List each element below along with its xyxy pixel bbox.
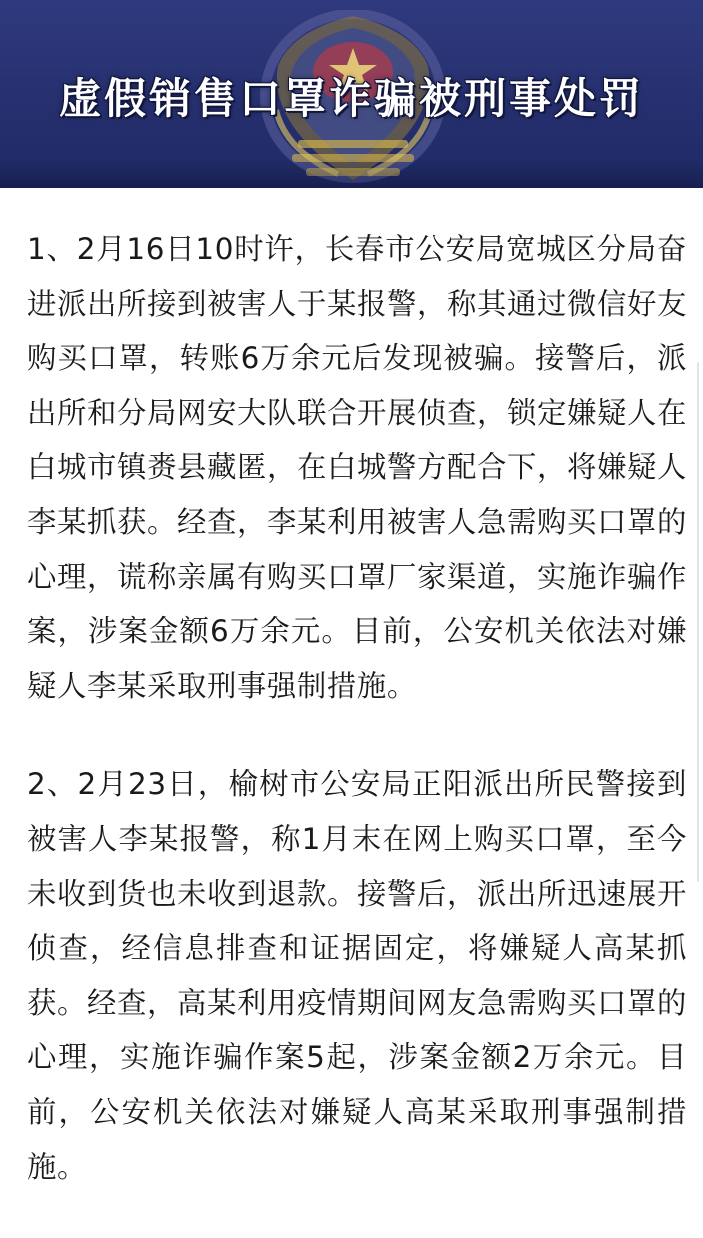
header-banner (0, 0, 703, 188)
scrollbar[interactable] (697, 362, 699, 882)
article-body (27, 222, 687, 1194)
article-paragraph-2: 2、2月23日，榆树市公安局正阳派出所民警接到被害人李某报警，称1月末在网上购买口罩，至今未收到货也未收到退款。接警后，派出所迅速展开侦查，经信息排查和证据固定，将嫌疑人高某抓获。经查，高某利用疫情期间网友急需购买口罩的心理，实施诈骗作案5起，涉案金额2万余元。目前，公安机关依法对嫌疑人高某采取刑事强制措施。 (27, 767, 687, 1184)
page-title: 虚假销售口罩诈骗被刑事处罚 (58, 74, 644, 123)
article-paragraph-1: 1、2月16日10时许，长春市公安局宽城区分局奋进派出所接到被害人于某报警，称其通过微信好友购买口罩，转账6万余元后发现被骗。接警后，派出所和分局网安大队联合开展侦查，锁定嫌疑人在白城市镇赉县藏匿，在白城警方配合下，将嫌疑人李某抓获。经查，李某利用被害人急需购买口罩的心理，谎称亲属有购买口罩厂家渠道，实施诈骗作案，涉案金额6万余元。目前，公安机关依法对嫌疑人李某采取刑事强制措施。 (27, 232, 687, 703)
